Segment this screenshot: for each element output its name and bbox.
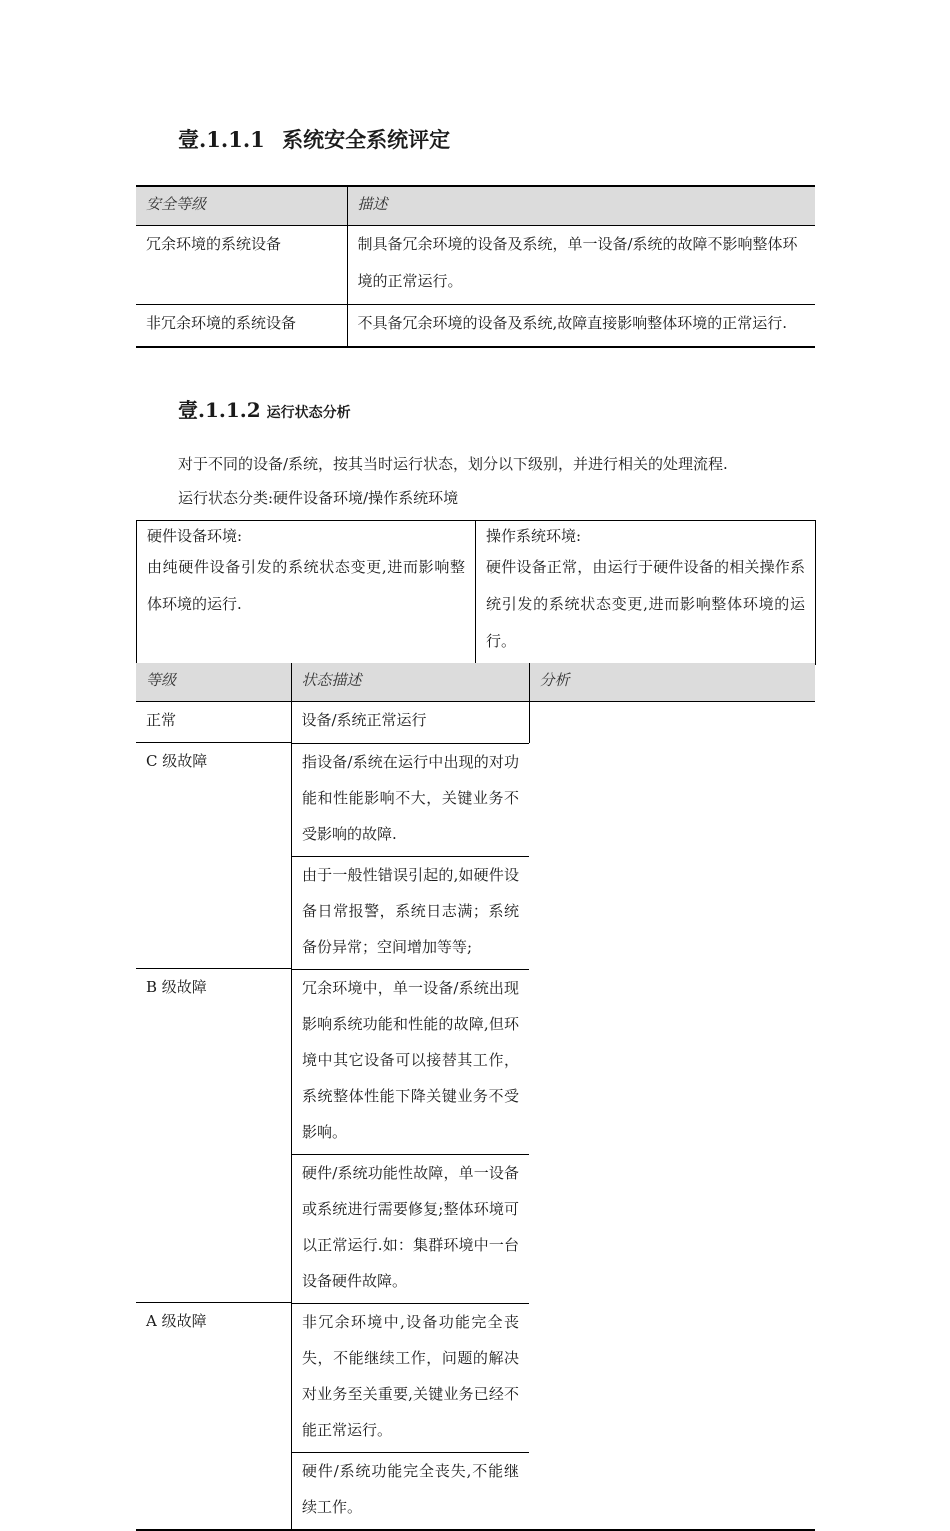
table-row: [137, 521, 816, 665]
table-header-row: [136, 186, 815, 226]
security-level-table: [136, 185, 815, 348]
table-cell: 非冗余环境的系统设备: [136, 305, 347, 348]
cell-body: 硬件设备正常，由运行于硬件设备的相关操作系统引发的系统状态变更,进而影响整体环境的运行。: [486, 558, 805, 650]
table-cell: 硬件/系统功能性故障，单一设备或系统进行需要修复;整体环境可以正常运行.如：集群环境中一台设备硬件故障。: [291, 1154, 529, 1303]
section-heading-2: [178, 394, 351, 423]
table-cell: 硬件/系统功能完全丧失,不能继续工作。: [291, 1452, 529, 1529]
cell-title: 硬件设备环境:: [147, 527, 243, 545]
table-row: [136, 969, 815, 1303]
column-header: 等级: [136, 663, 291, 702]
table-row: [136, 305, 815, 348]
heading-number: 壹.1.1.1: [178, 127, 265, 152]
table-row: [136, 743, 815, 969]
paragraph: 运行状态分类:硬件设备环境/操作系统环境: [178, 489, 459, 507]
table-cell: [476, 521, 816, 665]
table-cell: 制具备冗余环境的设备及系统，单一设备/系统的故障不影响整体环境的正常运行。: [347, 226, 815, 305]
table-cell: 设备/系统正常运行: [291, 702, 529, 743]
table-cell: 冗余环境的系统设备: [136, 226, 347, 305]
table-cell: C 级故障: [136, 743, 291, 969]
environment-table: [136, 520, 816, 665]
table-row: [136, 1303, 815, 1530]
table-cell: 非冗余环境中,设备功能完全丧失，不能继续工作，问题的解决对业务至关重要,关键业务已经不能正常运行。: [291, 1303, 529, 1452]
table-cell: 冗余环境中，单一设备/系统出现影响系统功能和性能的故障,但环境中其它设备可以接替其工作，系统整体性能下降关键业务不受影响。: [291, 969, 529, 1154]
table-cell: 不具备冗余环境的设备及系统,故障直接影响整体环境的正常运行.: [347, 305, 815, 348]
table-cell: 由于一般性错误引起的,如硬件设备日常报警，系统日志满；系统备份异常；空间增加等等;: [291, 856, 529, 969]
column-header: 安全等级: [136, 186, 347, 226]
heading-title: 系统安全系统评定: [282, 127, 451, 152]
heading-title: 运行状态分析: [266, 405, 351, 421]
column-header: 状态描述: [291, 663, 529, 702]
table-cell: [137, 521, 476, 665]
column-header: 分析: [529, 663, 815, 702]
cell-body: 由纯硬件设备引发的系统状态变更,进而影响整体环境的运行.: [147, 558, 465, 613]
table-row: [136, 226, 815, 305]
table-row: [136, 702, 815, 743]
column-header: 描述: [347, 186, 815, 226]
table-cell: B 级故障: [136, 969, 291, 1303]
table-cell: 指设备/系统在运行中出现的对功能和性能影响不大，关键业务不受影响的故障.: [291, 743, 529, 856]
section-heading-1: [178, 124, 450, 154]
table-header-row: [136, 663, 815, 702]
heading-number: 壹.1.1.2: [178, 398, 261, 422]
fault-level-table: [136, 663, 815, 1531]
table-cell: 正常: [136, 702, 291, 743]
table-cell: [529, 702, 815, 743]
cell-title: 操作系统环境:: [486, 527, 582, 545]
table-cell: A 级故障: [136, 1303, 291, 1530]
paragraph: 对于不同的设备/系统，按其当时运行状态，划分以下级别，并进行相关的处理流程.: [178, 455, 728, 473]
